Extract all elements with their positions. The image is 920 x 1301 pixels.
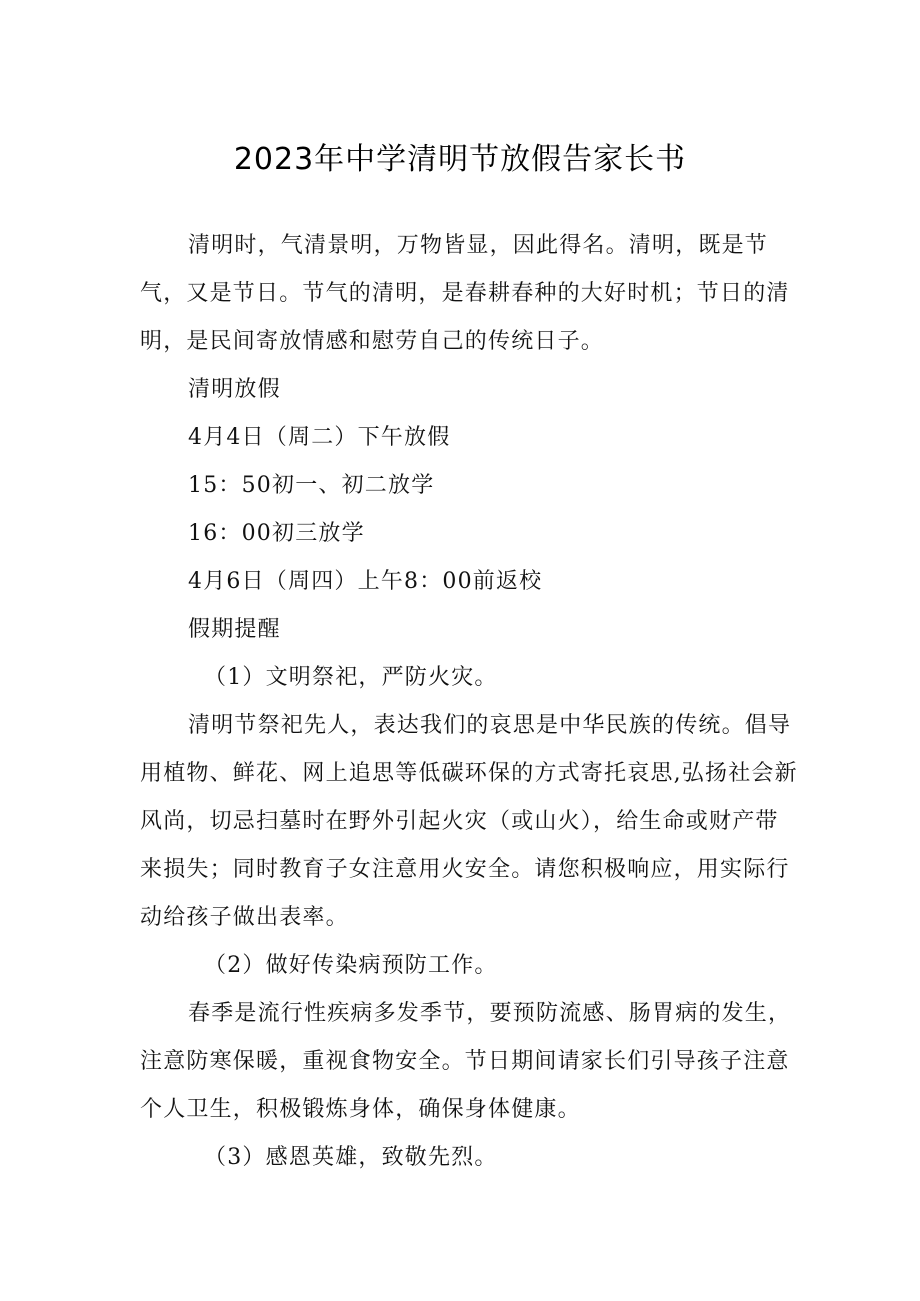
item-1-body: 清明节祭祀先人，表达我们的哀思是中华民族的传统。倡导用植物、鲜花、网上追思等低碳环保的方式寄托哀思,弘扬社会新风尚，切忌扫墓时在野外引起火灾（或山火），给生命或财产带来损失；同时教育子女注意用火安全。请您积极响应，用实际行动给孩子做出表率。 [140, 713, 798, 930]
document-body [140, 222, 800, 1182]
item-3-heading: （3）感恩英雄，致敬先烈。 [204, 1145, 498, 1170]
holiday-heading: 清明放假 [188, 377, 281, 402]
reminder-heading: 假期提醒 [188, 617, 281, 642]
document-title: 2023年中学清明节放假告家长书 [233, 142, 687, 177]
item-2-heading: （2）做好传染病预防工作。 [204, 953, 498, 978]
intro-paragraph: 清明时，气清景明，万物皆显，因此得名。清明，既是节气，又是节日。节气的清明，是春耕春种的大好时机；节日的清明，是民间寄放情感和慰劳自己的传统日子。 [140, 233, 790, 354]
schedule-line-3: 16：00初三放学 [188, 521, 365, 546]
schedule-line-2: 15：50初一、初二放学 [188, 473, 435, 498]
schedule-line-1: 4月4日（周二）下午放假 [188, 425, 451, 450]
schedule-line-4: 4月6日（周四）上午8：00前返校 [188, 569, 543, 594]
item-1-heading: （1）文明祭祀，严防火灾。 [204, 665, 498, 690]
item-2-body: 春季是流行性疾病多发季节，要预防流感、肠胃病的发生，注意防寒保暖，重视食物安全。节日期间请家长们引导孩子注意个人卫生，积极锻炼身体，确保身体健康。 [140, 1001, 792, 1122]
